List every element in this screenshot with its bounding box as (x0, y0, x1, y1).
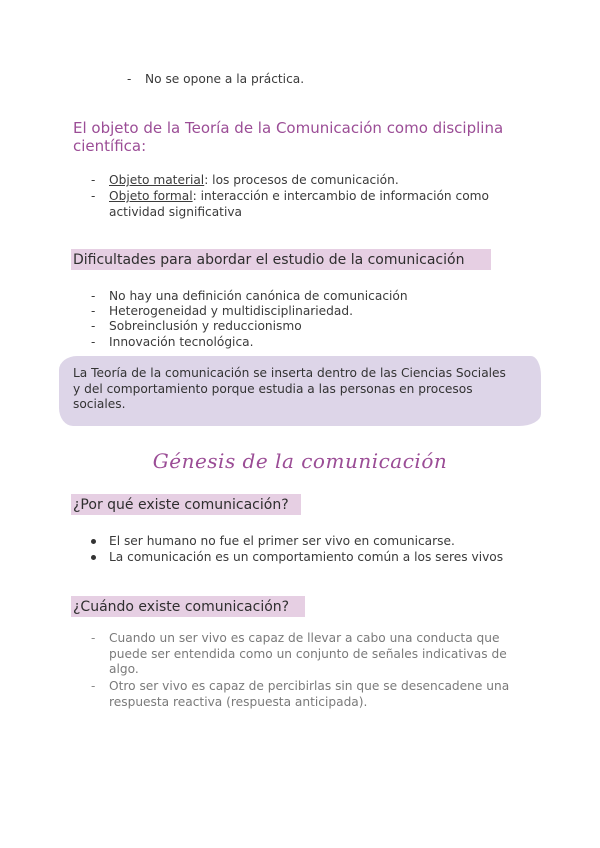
dash-marker: - (127, 72, 132, 86)
item-line: Cuando un ser vivo es capaz de llevar a cabo una conducta que (109, 631, 500, 645)
intro-item: No se opone a la práctica. (145, 72, 305, 86)
item-line: respuesta reactiva (respuesta anticipada). (109, 694, 368, 709)
dash-marker: - (91, 304, 96, 318)
dash-marker: - (91, 631, 96, 645)
list-item: Heterogeneidad y multidisciplinariedad. (109, 304, 353, 318)
colon: : (192, 189, 197, 203)
dash-marker: - (91, 289, 96, 303)
item-text: los procesos de comunicación. (208, 173, 399, 187)
dash-marker: - (91, 189, 96, 203)
list-item: Sobreinclusión y reduccionismo (109, 319, 302, 333)
callout-line: La Teoría de la comunicación se inserta dentro de las Ciencias Sociales (73, 366, 506, 380)
bullet-dot (91, 555, 96, 560)
callout-line: y del comportamiento porque estudia a las personas en procesos (73, 381, 473, 396)
list-item-objeto-material (109, 173, 399, 189)
item-text-continued: actividad significativa (109, 205, 243, 219)
dash-marker: - (91, 335, 96, 349)
section-heading-objeto (73, 119, 503, 155)
heading-line-1: El objeto de la Teoría de la Comunicación como disciplina (73, 119, 504, 137)
section-heading-cuando: ¿Cuándo existe comunicación? (73, 599, 290, 615)
bullet-dot (91, 539, 96, 544)
list-item: El ser humano no fue el primer ser vivo en comunicarse. (109, 534, 455, 548)
list-item-objeto-formal (109, 189, 489, 205)
term-objeto-material: Objeto material (109, 173, 205, 187)
callout-line: sociales. (73, 397, 126, 411)
list-item: Innovación tecnológica. (109, 335, 254, 349)
list-item (109, 679, 539, 710)
item-line: algo. (109, 662, 139, 676)
term-objeto-formal: Objeto formal (109, 189, 193, 203)
list-item (109, 631, 539, 678)
section-heading-dificultades: Dificultades para abordar el estudio de la comunicación (73, 252, 465, 268)
item-line: puede ser entendida como un conjunto de señales indicativas de (109, 646, 507, 661)
list-item: La comunicación es un comportamiento común a los seres vivos (109, 550, 504, 564)
genesis-title: Génesis de la comunicación (152, 449, 448, 473)
dash-marker: - (91, 679, 96, 693)
item-line: Otro ser vivo es capaz de percibirlas sin que se desencadene una (109, 679, 510, 693)
colon: : (204, 173, 209, 187)
item-text: interacción e intercambio de información como (196, 189, 490, 203)
callout-text (73, 366, 529, 413)
list-item: No hay una definición canónica de comunicación (109, 289, 408, 303)
dash-marker: - (91, 319, 96, 333)
dash-marker: - (91, 173, 96, 187)
section-heading-porque: ¿Por qué existe comunicación? (73, 497, 289, 513)
heading-line-2: científica: (73, 137, 147, 155)
